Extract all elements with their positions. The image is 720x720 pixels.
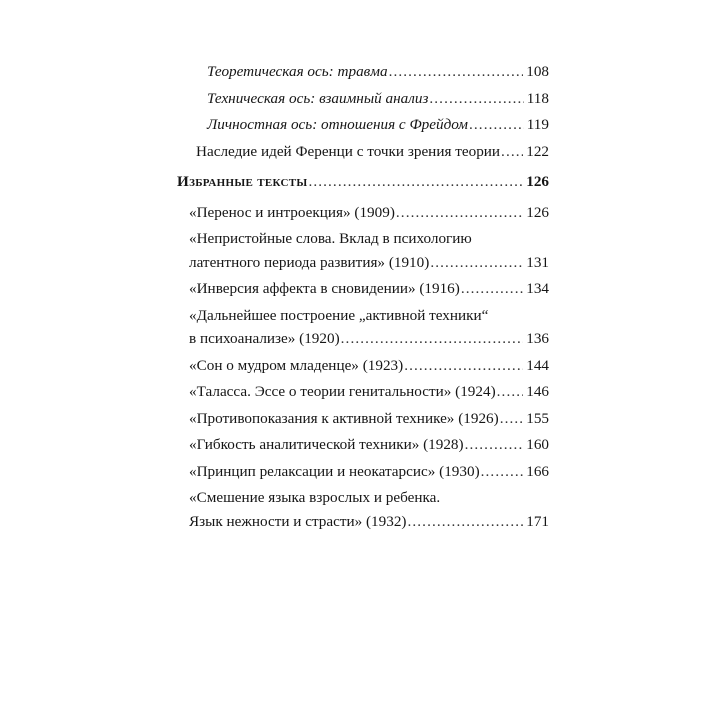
toc-entry-line-final	[207, 113, 549, 137]
toc-entry[interactable]	[189, 354, 549, 378]
toc-entry-line-final	[189, 433, 549, 457]
toc-page-number: 118	[526, 89, 549, 107]
toc-entry-title: Теоретическая ось: травма	[207, 63, 388, 80]
toc-entry-line-final	[189, 277, 549, 301]
toc-entry-line-continued	[189, 227, 549, 251]
dot-leader	[465, 433, 524, 457]
toc-page-number: 126	[526, 173, 549, 190]
toc-page-number: 108	[526, 63, 549, 80]
toc-entry-title: «Смешение языка взрослых и ребенка.	[189, 489, 441, 506]
toc-entry[interactable]	[189, 380, 549, 404]
toc-entry-line-final	[189, 201, 549, 225]
toc-entry[interactable]	[189, 433, 549, 457]
toc-entry-line-continued	[189, 304, 549, 328]
dot-leader	[497, 380, 524, 404]
toc-entry[interactable]	[189, 460, 549, 484]
toc-page-number: 131	[526, 253, 549, 271]
toc-entry-title: «Принцип релаксации и неокатарсис» (1930)	[189, 462, 480, 480]
toc-entry[interactable]	[177, 170, 549, 194]
toc-page-number: 126	[526, 203, 549, 221]
toc-entry-line-final	[196, 140, 549, 164]
dot-leader	[396, 201, 523, 225]
toc-entry[interactable]	[207, 60, 549, 84]
toc-entry-line-final	[189, 407, 549, 431]
toc-page-number: 160	[526, 436, 549, 453]
toc-entry[interactable]	[189, 201, 549, 225]
toc-entry-line-final	[189, 327, 549, 351]
dot-leader	[501, 140, 523, 164]
toc-page-number: 136	[526, 330, 549, 347]
toc-entry-title: «Непристойные слова. Вклад в психологию	[189, 230, 472, 247]
toc-entry-title: «Инверсия аффекта в сновидении» (1916)	[189, 280, 460, 297]
toc-entry-line-final	[177, 170, 549, 194]
toc-entry[interactable]	[189, 277, 549, 301]
dot-leader	[389, 60, 524, 84]
toc-entry[interactable]	[189, 407, 549, 431]
toc-entry[interactable]	[207, 87, 549, 111]
dot-leader	[429, 87, 523, 111]
toc-entry-line-final	[207, 60, 549, 84]
toc-page-number: 146	[526, 383, 549, 400]
toc-page-number: 144	[526, 356, 549, 374]
toc-entry-title: «Противопоказания к активной технике» (1926)	[189, 409, 499, 427]
dot-leader	[404, 354, 523, 378]
dot-leader	[461, 277, 523, 301]
dot-leader	[469, 113, 524, 137]
toc-entry-title: Техническая ось: взаимный анализ	[207, 89, 429, 107]
toc-entry-line-continued	[189, 486, 549, 510]
toc-page-number: 166	[526, 462, 549, 480]
toc-entry[interactable]	[207, 113, 549, 137]
toc-entry-title: в психоанализе» (1920)	[189, 330, 340, 347]
dot-leader	[407, 510, 523, 534]
toc-entry-line-final	[189, 354, 549, 378]
toc-entry-line-final	[189, 510, 549, 534]
toc-entry-title: «Сон о мудром младенце» (1923)	[189, 356, 404, 374]
toc-page-number: 134	[526, 280, 549, 297]
toc-entry-title: Личностная ось: отношения с Фрейдом	[207, 116, 468, 133]
toc-entry-title: «Таласса. Эссе о теории генитальности» (1924)	[189, 383, 496, 400]
toc-entry-line-final	[207, 87, 549, 111]
toc-entry-line-final	[189, 251, 549, 275]
toc-entry[interactable]	[189, 227, 549, 274]
toc-entry-title: «Дальнейшее построение „активной техники“	[189, 306, 489, 324]
toc-entry-title: «Гибкость аналитической техники» (1928)	[189, 436, 464, 453]
toc-entry[interactable]	[196, 140, 549, 164]
toc-entry-title: Избранные тексты	[177, 173, 308, 190]
toc-page-number: 122	[526, 142, 549, 160]
toc-entry-list	[177, 60, 549, 536]
toc-entry-title: Наследие идей Ференци с точки зрения теории	[196, 142, 501, 160]
toc-entry-title: Язык нежности и страсти» (1932)	[189, 512, 407, 530]
toc-page-number: 171	[526, 512, 549, 530]
dot-leader	[430, 251, 523, 275]
dot-leader	[481, 460, 524, 484]
toc-page-number: 155	[526, 409, 549, 427]
toc-entry-line-final	[189, 380, 549, 404]
toc-entry[interactable]	[189, 486, 549, 533]
toc-entry-title: «Перенос и интроекция» (1909)	[189, 203, 395, 221]
toc-entry-title: латентного периода развития» (1910)	[189, 253, 430, 271]
dot-leader	[341, 327, 524, 351]
dot-leader	[500, 407, 524, 431]
toc-page-number: 119	[526, 116, 549, 133]
toc-entry-line-final	[189, 460, 549, 484]
toc-entry[interactable]	[189, 304, 549, 351]
dot-leader	[308, 170, 523, 194]
